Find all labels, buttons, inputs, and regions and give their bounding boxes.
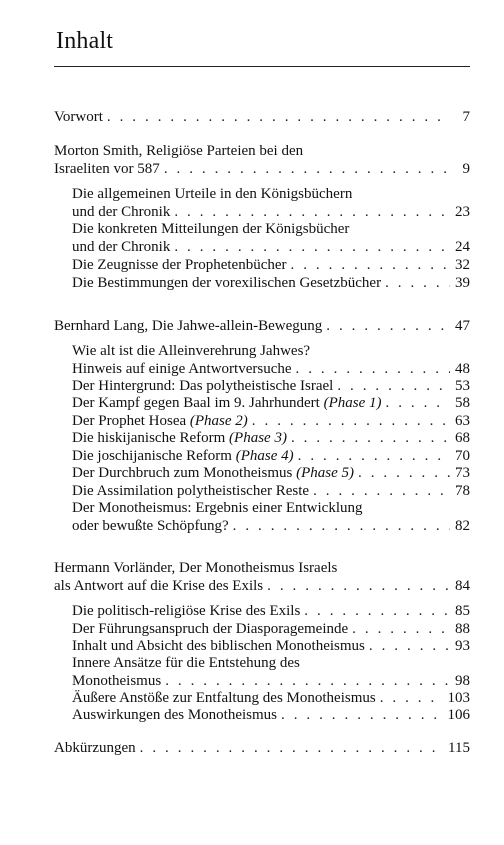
toc-entry-krise-exil[interactable]: [72, 602, 470, 620]
entry-title: Die Bestimmungen der vorexilischen Gesetzbücher: [72, 275, 382, 291]
entry-title: Der Führungsanspruch der Diasporagemeinde: [72, 621, 349, 637]
entry-title: Abkürzungen: [54, 740, 136, 756]
toc-entry-prophetenbuecher[interactable]: [72, 256, 470, 274]
leader-dots: [313, 482, 450, 500]
page-number: 53: [455, 378, 470, 394]
toc-entry-assimilation[interactable]: [72, 482, 470, 500]
leader-dots: [291, 429, 450, 447]
leader-dots: [165, 672, 450, 690]
page-number: 23: [455, 204, 470, 220]
page-number: 63: [455, 413, 470, 429]
page-number: 73: [455, 465, 470, 481]
entry-title: [72, 464, 354, 482]
page-number: 93: [455, 638, 470, 654]
toc-entry-aeussere-anstoesse[interactable]: [72, 689, 470, 707]
page-number: 7: [462, 109, 470, 125]
phase-label: (Phase 4): [235, 448, 294, 464]
leader-dots: [337, 377, 450, 395]
page-number: 39: [455, 275, 470, 291]
entry-title: Bernhard Lang, Die Jahwe-allein-Bewegung: [54, 318, 323, 334]
entry-title-line2: Hinweis auf einige Antwortversuche: [72, 361, 292, 377]
leader-dots: [304, 602, 450, 620]
phase-label: (Phase 3): [229, 430, 287, 446]
leader-dots: [298, 447, 450, 465]
toc-entry-inhalt-absicht[interactable]: [72, 637, 470, 655]
entry-title-text: Der Prophet Hosea: [72, 413, 187, 429]
entry-title-line1: Innere Ansätze für die Entstehung des: [72, 655, 300, 671]
leader-dots: [140, 739, 444, 757]
leader-dots: [291, 256, 450, 274]
entry-title: Die politisch-religiöse Krise des Exils: [72, 603, 301, 619]
entry-title: Vorwort: [54, 109, 103, 125]
toc-entry-vorwort[interactable]: [54, 108, 470, 126]
page-number: 88: [455, 621, 470, 637]
leader-dots: [358, 464, 450, 482]
entry-title: Auswirkungen des Monotheismus: [72, 707, 277, 723]
entry-title-text: Der Durchbruch zum Monotheismus: [72, 465, 293, 481]
toc-entry-monotheismus-ergebnis[interactable]: [72, 517, 470, 535]
page-number: 106: [447, 707, 470, 723]
entry-title-line1: Wie alt ist die Alleinverehrung Jahwes?: [72, 343, 311, 359]
entry-title-line2: Israeliten vor 587: [54, 161, 160, 177]
entry-title: [72, 447, 294, 465]
toc-entry-lang[interactable]: [54, 317, 470, 335]
entry-title: Inhalt und Absicht des biblischen Monotheismus: [72, 638, 365, 654]
page-number: 84: [455, 578, 470, 594]
entry-title-line2: Monotheismus: [72, 673, 162, 689]
toc-entry-hintergrund[interactable]: [72, 377, 470, 395]
toc-entry-hiskijanische-reform[interactable]: [72, 429, 470, 447]
entry-title: [72, 429, 287, 447]
toc-entry-innere-ansaetze[interactable]: [72, 672, 470, 690]
toc-entry-koenigsbuecher-urteile[interactable]: [72, 203, 470, 221]
phase-label: (Phase 5): [296, 465, 355, 481]
toc-entry-hosea[interactable]: [72, 412, 470, 430]
page-number: 85: [455, 603, 470, 619]
leader-dots: [380, 689, 444, 707]
page-number: 115: [448, 740, 470, 756]
entry-title-line2: als Antwort auf die Krise des Exils: [54, 578, 264, 594]
page-number: 70: [455, 448, 470, 464]
entry-title-line1: Morton Smith, Religiöse Parteien bei den: [54, 143, 304, 159]
toc-entry-baal[interactable]: [72, 394, 470, 412]
entry-title-line2: und der Chronik: [72, 239, 171, 255]
leader-dots: [352, 620, 450, 638]
entry-title-text: Der Kampf gegen Baal im 9. Jahrhundert: [72, 395, 320, 411]
leader-dots: [369, 637, 450, 655]
leader-dots: [281, 706, 444, 724]
page-number: 78: [455, 483, 470, 499]
entry-title-line1: Hermann Vorländer, Der Monotheismus Israels: [54, 560, 338, 576]
phase-label: (Phase 2): [189, 413, 248, 429]
entry-title-text: Die joschijanische Reform: [72, 448, 232, 464]
leader-dots: [174, 238, 450, 256]
leader-dots: [174, 203, 450, 221]
toc-entry-abkuerzungen[interactable]: [54, 739, 470, 757]
page-number: 9: [462, 161, 470, 177]
page-title: Inhalt: [56, 28, 114, 54]
phase-label: (Phase 1): [323, 395, 382, 411]
page-number: 68: [455, 430, 470, 446]
entry-title: Die Assimilation polytheistischer Reste: [72, 483, 310, 499]
entry-title: Äußere Anstöße zur Entfaltung des Monotheismus: [72, 690, 376, 706]
page-number: 47: [455, 318, 470, 334]
toc-entry-gesetzbuecher[interactable]: [72, 274, 470, 292]
page-number: 82: [455, 518, 470, 534]
toc-entry-durchbruch[interactable]: [72, 464, 470, 482]
title-divider: [54, 66, 470, 67]
entry-title: Die Zeugnisse der Prophetenbücher: [72, 257, 287, 273]
entry-title-text: Die hiskijanische Reform: [72, 430, 226, 446]
leader-dots: [107, 108, 450, 126]
leader-dots: [233, 517, 450, 535]
entry-title-line1: Die allgemeinen Urteile in den Königsbüchern: [72, 186, 353, 202]
entry-title-line1: Der Monotheismus: Ergebnis einer Entwicklung: [72, 500, 363, 516]
leader-dots: [252, 412, 450, 430]
page-number: 98: [455, 673, 470, 689]
entry-title-line2: oder bewußte Schöpfung?: [72, 518, 229, 534]
toc-entry-auswirkungen[interactable]: [72, 706, 470, 724]
leader-dots: [386, 394, 451, 412]
page-number: 48: [455, 361, 470, 377]
leader-dots: [326, 317, 450, 335]
leader-dots: [164, 160, 450, 178]
page-number: 58: [455, 395, 470, 411]
page-number: 24: [455, 239, 470, 255]
entry-title: [72, 394, 382, 412]
leader-dots: [385, 274, 450, 292]
page-number: 103: [447, 690, 470, 706]
entry-title-line1: Die konkreten Mitteilungen der Königsbücher: [72, 221, 350, 237]
entry-title: Der Hintergrund: Das polytheistische Israel: [72, 378, 334, 394]
toc-entry-diasporagemeinde[interactable]: [72, 620, 470, 638]
leader-dots: [296, 360, 450, 378]
entry-title: [72, 412, 248, 430]
toc-entry-koenigsbuecher-mitteilungen[interactable]: [72, 238, 470, 256]
leader-dots: [267, 577, 450, 595]
entry-title-line2: und der Chronik: [72, 204, 171, 220]
toc-entry-alleinverehrung[interactable]: [72, 360, 470, 378]
page-number: 32: [455, 257, 470, 273]
toc-entry-joschijanische-reform[interactable]: [72, 447, 470, 465]
toc-entry-smith[interactable]: [54, 160, 470, 178]
toc-entry-vorlaender[interactable]: [54, 577, 470, 595]
